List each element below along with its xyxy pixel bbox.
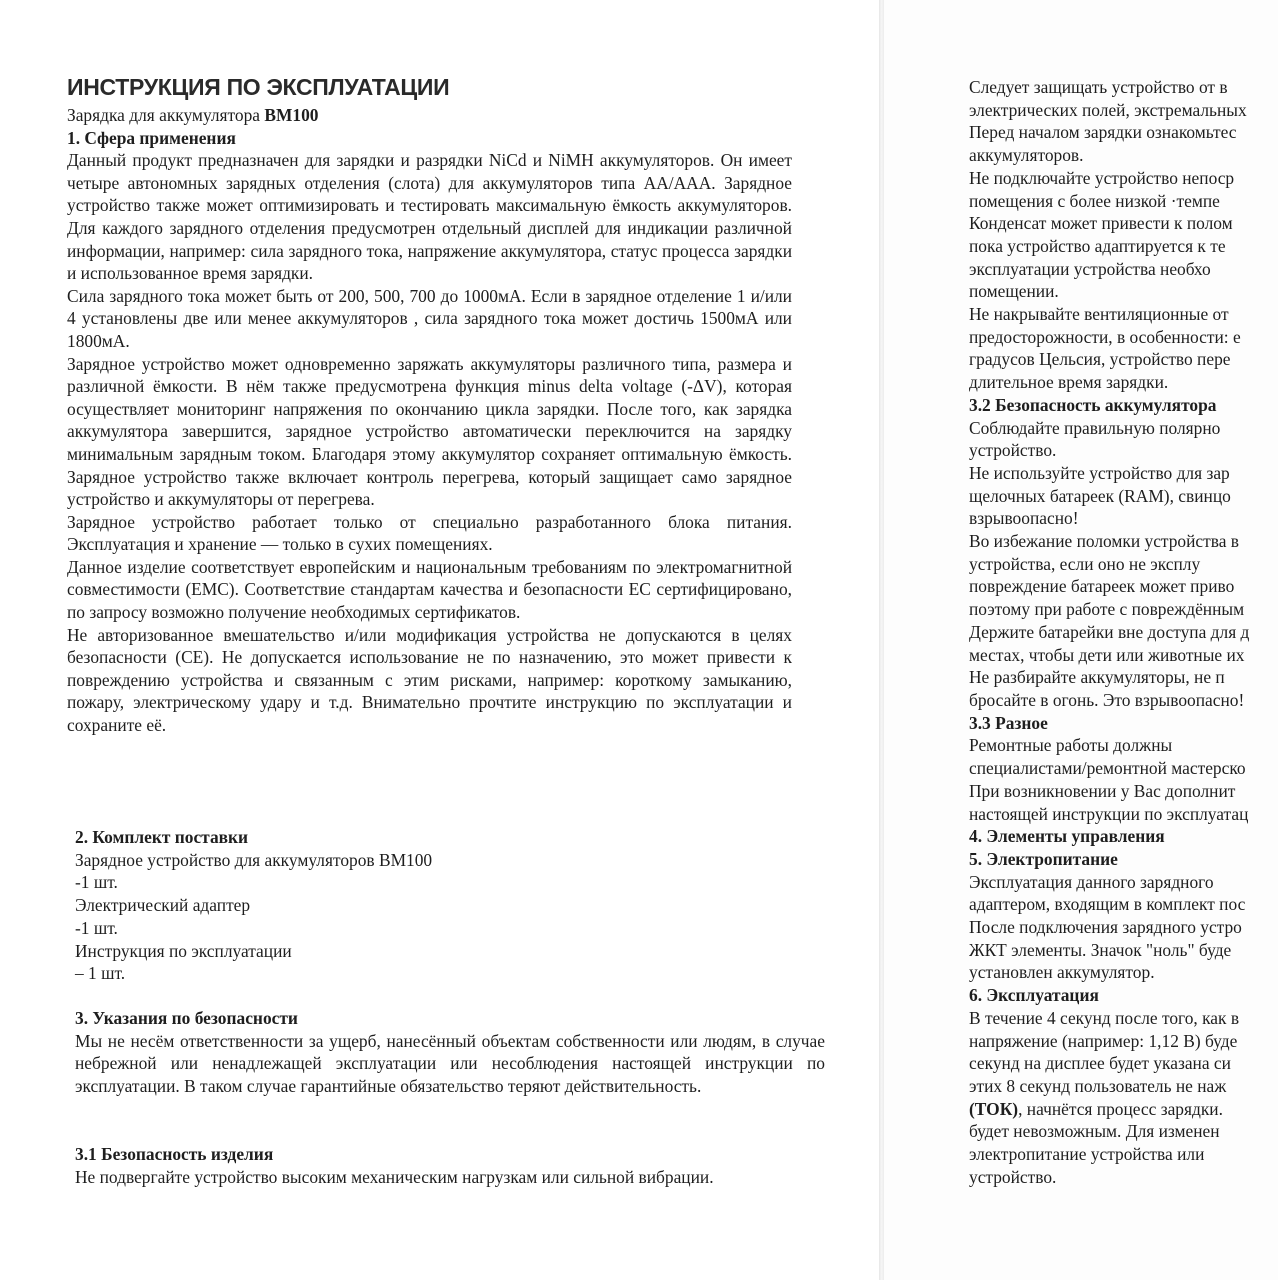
section-1-paragraph: Данное изделие соответствует европейским и национальным требованиям по электромагнитной совместимости (EMC). Соответствие стандартам качества и безопасности ЕС сертифицировано, по запросу возможно получение необходимых сертификатов. <box>67 556 792 623</box>
right-text-line: Конденсат может привести к полом <box>969 213 1233 234</box>
right-text-line: Держите батарейки вне доступа для д <box>969 621 1250 642</box>
right-text-line: адаптером, входящим в комплект пос <box>969 894 1246 915</box>
right-text-line: местах, чтобы дети или животные их <box>969 644 1245 665</box>
right-page <box>884 0 1278 1280</box>
right-text-line: этих 8 секунд пользователь не наж <box>969 1075 1227 1096</box>
right-text-line: настоящей инструкции по эксплуатац <box>969 803 1249 824</box>
right-heading: 4. Элементы управления <box>969 826 1165 847</box>
section-1-paragraph: Зарядное устройство может одновременно заряжать аккумуляторы различного типа, размера и различной ёмкости. В нём также предусмотрена функция minus delta voltage (-ΔV), которая осуществляет мониторинг напряжения по окончанию цикла зарядки. После того, как зарядка аккумулятора завершится, зарядное устройство автоматически переключится на зарядку минимальным зарядным током. Благодаря этому аккумулятор сохраняет оптимальную ёмкость. Зарядное устройство также включает контроль перегрева, который защищает само зарядное устройство и аккумуляторы от перегрева. <box>67 353 792 510</box>
right-text-line: будет невозможным. Для изменен <box>969 1121 1220 1142</box>
right-text-line: помещения с более низкой ·темпе <box>969 190 1220 211</box>
right-text-line: напряжение (например: 1,12 В) буде <box>969 1030 1238 1051</box>
section-2-heading: 2. Комплект поставки <box>75 827 249 847</box>
right-text-line: электропитание устройства или <box>969 1144 1205 1165</box>
right-text-line: Не подключайте устройство непоср <box>969 167 1235 188</box>
right-column <box>969 76 1278 1188</box>
right-text-line: Не используйте устройство для зар <box>969 462 1230 483</box>
section-3-1-text: Не подвергайте устройство высоким механическим нагрузкам или сильной вибрации. <box>75 1166 714 1187</box>
document-subtitle <box>67 104 792 127</box>
right-text-line: пока устройство адаптируется к те <box>969 235 1226 256</box>
right-text-line: повреждение батареек может приво <box>969 576 1235 597</box>
right-text-line: бросайте в огонь. Это взрывоопасно! <box>969 689 1245 710</box>
right-text-line: электрических полей, экстремальных <box>969 99 1247 120</box>
right-text-line: установлен аккумулятор. <box>969 962 1155 983</box>
right-text-line: Соблюдайте правильную полярно <box>969 417 1221 438</box>
delivery-qty: -1 шт. <box>75 872 118 893</box>
right-text-line: специалистами/ремонтной мастерско <box>969 758 1246 779</box>
right-text-line: устройства, если оно не эксплу <box>969 553 1201 574</box>
right-text-line: В течение 4 секунд после того, как в <box>969 1007 1240 1028</box>
section-3 <box>75 1007 825 1098</box>
right-text-line: Во избежание поломки устройства в <box>969 531 1239 552</box>
left-column <box>67 74 792 737</box>
right-text-line: взрывоопасно! <box>969 508 1079 529</box>
section-2 <box>75 826 825 985</box>
document-title: ИНСТРУКЦИЯ ПО ЭКСПЛУАТАЦИИ <box>67 74 450 100</box>
right-heading: 3.3 Разное <box>969 712 1048 733</box>
right-text-line: Не разбирайте аккумуляторы, не п <box>969 667 1225 688</box>
section-1-paragraph: Не авторизованное вмешательство и/или модификация устройства не допускаются в целях безопасности (CE). Не допускается использование не по назначению, это может привести к повреждению устройства и связанным с этим рисками, например: короткому замыканию, пожару, электрическому удару и т.д. Внимательно прочтите инструкцию по эксплуатации и сохраните её. <box>67 624 792 736</box>
delivery-qty: -1 шт. <box>75 917 118 938</box>
section-3-1-heading: 3.1 Безопасность изделия <box>75 1144 274 1164</box>
subtitle-text: Зарядка для аккумулятора <box>67 105 265 125</box>
right-text-line: После подключения зарядного устро <box>969 917 1242 938</box>
line-rest: , начнётся процесс зарядки. <box>1018 1098 1223 1119</box>
right-heading: 6. Эксплуатация <box>969 985 1099 1006</box>
right-text-line: эксплуатации устройства необхо <box>969 258 1211 279</box>
right-heading: 3.2 Безопасность аккумулятора <box>969 394 1217 415</box>
right-text-line: помещении. <box>969 281 1059 302</box>
delivery-item: Электрический адаптер <box>75 895 251 916</box>
section-1-paragraph: Сила зарядного тока может быть от 200, 500, 700 до 1000мА. Если в зарядное отделение 1 и/или 4 установлены две или менее аккумуляторов , сила зарядного тока может достичь 1500мА или 1800мА. <box>67 285 792 351</box>
delivery-item: Инструкция по эксплуатации <box>75 940 292 961</box>
right-text-line: Ремонтные работы должны <box>969 735 1173 756</box>
right-text-line: Эксплуатация данного зарядного <box>969 871 1214 892</box>
right-text-line: длительное время зарядки. <box>969 372 1169 393</box>
right-text-line: секунд на дисплее будет указана си <box>969 1053 1231 1074</box>
right-text-line: поэтому при работе с повреждённым <box>969 599 1245 620</box>
right-text-line: устройство. <box>969 1166 1057 1187</box>
right-text-line: аккумуляторов. <box>969 145 1084 166</box>
right-text-line: Перед началом зарядки ознакомьтес <box>969 122 1237 143</box>
right-text-line: Следует защищать устройство от в <box>969 77 1228 97</box>
section-3-heading: 3. Указания по безопасности <box>75 1008 298 1028</box>
bold-term: (ТОК) <box>969 1098 1019 1119</box>
right-text-line: щелочных батареек (RAM), свинцо <box>969 485 1231 506</box>
right-heading: 5. Электропитание <box>969 848 1118 869</box>
right-text-line <box>969 1098 1278 1121</box>
right-text-line: ЖКТ элементы. Значок "ноль" буде <box>969 939 1232 960</box>
right-text-line: устройство. <box>969 440 1057 461</box>
section-1-heading: 1. Сфера применения <box>67 127 236 148</box>
right-text-line: При возникновении у Вас дополнит <box>969 780 1236 801</box>
delivery-item: Зарядное устройство для аккумуляторов BM100 <box>75 849 433 870</box>
section-1-paragraph: Зарядное устройство работает только от специально разработанного блока питания. Эксплуатация и хранение — только в сухих помещениях. <box>67 511 792 555</box>
right-text-line: градусов Цельсия, устройство пере <box>969 349 1231 370</box>
section-3-paragraph: Мы не несём ответственности за ущерб, нанесённый объектам собственности или людям, в случае небрежной или ненадлежащей эксплуатации или несоблюдения настоящей инструкции по эксплуатации. В таком случае гарантийные обязательство теряют действительность. <box>75 1030 825 1097</box>
model-name: BM100 <box>264 105 319 125</box>
right-text-line: предосторожности, в особенности: е <box>969 326 1241 347</box>
delivery-qty: – 1 шт. <box>75 963 126 984</box>
section-3-1 <box>75 1143 825 1188</box>
right-text-line: Не накрывайте вентиляционные от <box>969 304 1229 325</box>
section-1-paragraph: Данный продукт предназначен для зарядки и разрядки NiCd и NiMH аккумуляторов. Он имеет четыре автономных зарядных отделения (слота) для аккумуляторов типа АА/ААА. Зарядное устройство также может оптимизировать и тестировать максимальную ёмкость аккумуляторов. Для каждого зарядного отделения предусмотрен отдельный дисплей для индикации различной информации, например: сила зарядного тока, напряжение аккумулятора, статус процесса зарядки и использованное время зарядки. <box>67 150 792 284</box>
